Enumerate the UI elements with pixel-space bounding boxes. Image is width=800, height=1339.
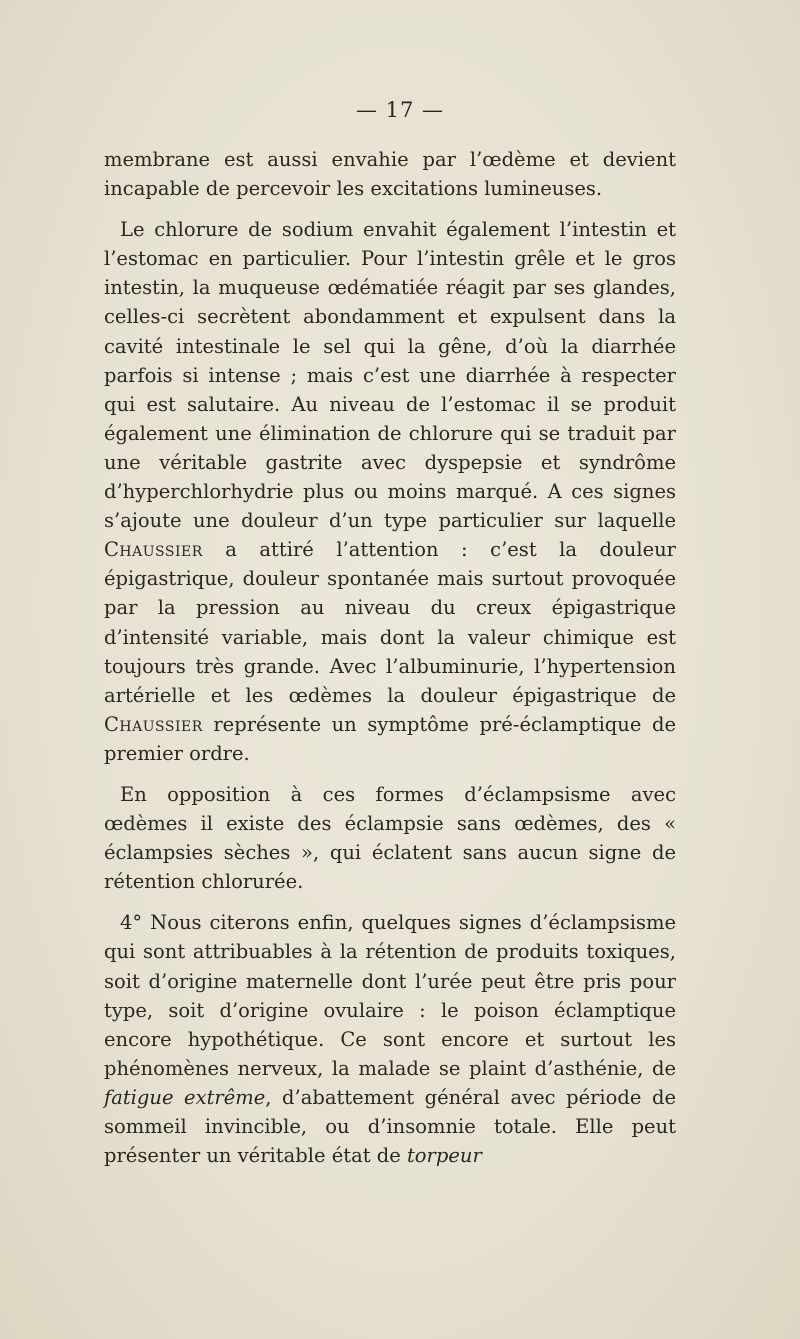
paragraph-2-text-a: Le chlorure de sodium envahit également l’intestin et l’estomac en particulier. Pour l’intestin grêle et le gros intestin, la muqueuse œdématiée réagit par ses glandes, celles-ci secrètent abondamment et expulsent dans la cavité intestinale le sel qui la gêne, d’où la diarrhée parfois si intense ; mais c’est une diarrhée à respecter qui est salutaire. Au niveau de l’estomac il se produit également une élimination de chlorure qui se traduit par une véritable gastrite avec dyspepsie et syndrôme d’hyperchlorhydrie plus ou moins marqué. A ces signes s’ajoute une douleur d’un type particulier sur laquelle bbox=[104, 218, 676, 533]
italic-word: torpeur bbox=[406, 1144, 482, 1168]
paragraph-1: membrane est aussi envahie par l’œdème et devient incapable de percevoir les excitations lumineuses. bbox=[104, 148, 676, 201]
author-name-chaussier: Chaussier bbox=[104, 538, 203, 562]
paragraph-2 bbox=[104, 215, 676, 768]
paragraph-4-text-b: , d’abattement général avec période de sommeil invincible, ou d’insomnie totale. Elle peut présenter un véritable état de bbox=[104, 1085, 676, 1168]
paragraph-4 bbox=[104, 908, 676, 1170]
author-name-chaussier: Chaussier bbox=[104, 712, 203, 736]
paragraph-2-text-c: représente un symptôme pré-éclamptique de premier ordre. bbox=[104, 712, 676, 765]
italic-phrase: fatigue extrême bbox=[104, 1085, 266, 1109]
paragraph-2-text-b: a attiré l’attention : c’est la douleur épigastrique, douleur spontanée mais surtout provoquée par la pression au niveau du creux épigastrique d’intensité variable, mais dont la valeur chimique est toujours très grande. Avec l’albuminurie, l’hypertension artérielle et les œdèmes la douleur épigastrique de bbox=[104, 538, 676, 707]
page-number: — 17 — bbox=[355, 98, 445, 122]
body-text bbox=[104, 145, 676, 1170]
paragraph-3: En opposition à ces formes d’éclampsisme avec œdèmes il existe des éclampsie sans œdèmes, des « éclampsies sèches », qui éclatent sans aucun signe de rétention chlorurée. bbox=[104, 782, 676, 894]
paragraph-4-text-a: 4° Nous citerons enfin, quelques signes d’éclampsisme qui sont attribuables à la rétention de produits toxiques, soit d’origine maternelle dont l’urée peut être pris pour type, soit d’origine ovulaire : le poison éclamptique encore hypothétique. Ce sont encore et surtout les phénomènes nerveux, la malade se plaint d’asthénie, de bbox=[104, 911, 676, 1080]
